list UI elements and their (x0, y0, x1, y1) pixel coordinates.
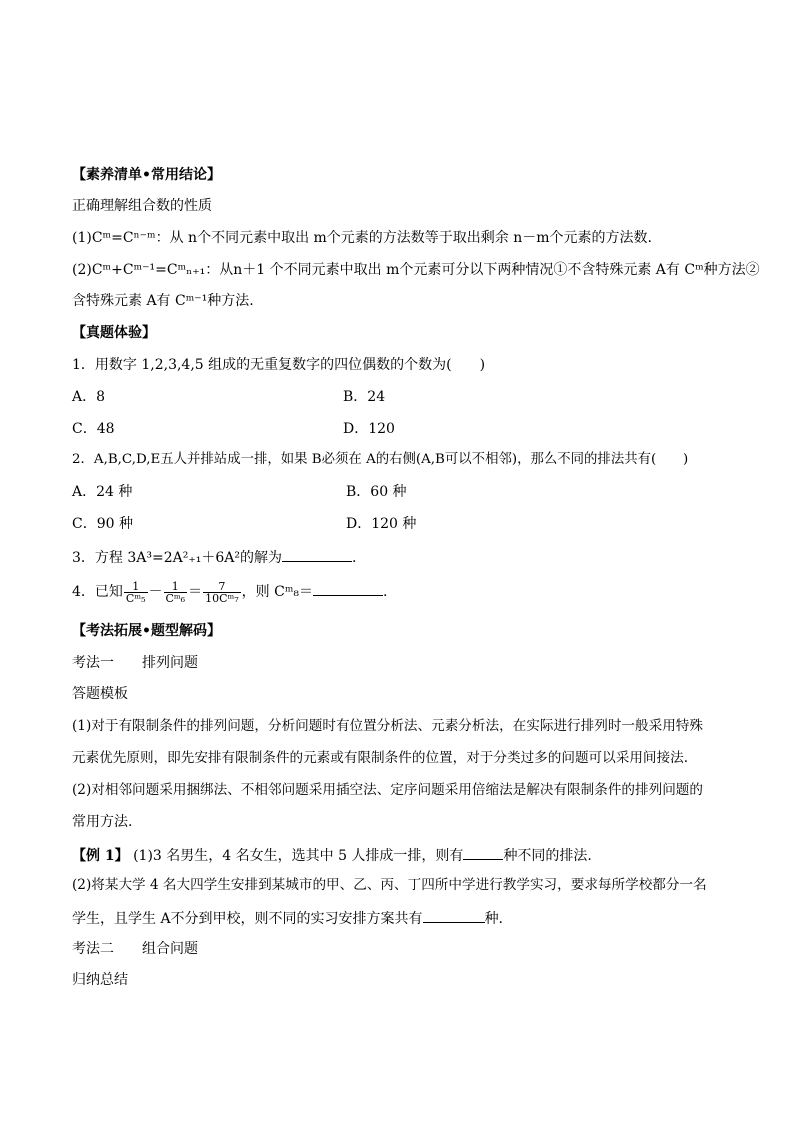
method2-title: 考法二 组合问题 (72, 941, 198, 957)
q4-f1-denominator: Cᵐ₅ (125, 591, 146, 605)
q2-option-c: C．90 种 (72, 516, 133, 532)
practice-header: 【真题体验】 (72, 325, 156, 341)
q4-equals: ＝ (188, 584, 203, 600)
example-2-answer-blank (423, 908, 485, 923)
example-1-answer-blank (463, 845, 503, 860)
q1-option-b: B．24 (343, 389, 386, 405)
q4-f1-numerator: 1 (124, 581, 148, 593)
q3 (72, 547, 356, 567)
example-1-text: (1)3 名男生，4 名女生，选其中 5 人排成一排，则有 (128, 848, 464, 864)
q2-option-d: D．120 种 (346, 516, 417, 532)
template-title: 答题模板 (72, 686, 128, 702)
q4-f3-numerator: 7 (203, 581, 241, 593)
q2-option-a: A．24 种 (72, 484, 133, 500)
literacy-p1: (1)Cᵐ=Cⁿ⁻ᵐ：从 n个不同元素中取出 m个元素的方法数等于取出剩余 n－m个元素的方法数. (72, 230, 652, 246)
literacy-subtitle: 正确理解组合数的性质 (72, 198, 212, 214)
q4-fraction-2 (164, 581, 188, 604)
q4-suffix: . (383, 584, 388, 600)
q3-suffix: . (351, 550, 357, 566)
q1-option-c: C．48 (72, 421, 115, 437)
q1-option-a: A．8 (72, 389, 106, 405)
q4-after: ，则 Cᵐ₈＝ (241, 584, 314, 600)
q4-f3-denominator: 10Cᵐ₇ (205, 591, 239, 605)
example-2b-text: 学生，且学生 A不分到甲校，则不同的实习安排方案共有 (72, 911, 423, 927)
q4-answer-blank (313, 581, 383, 596)
template-2b: 常用方法. (72, 814, 133, 830)
example-1-suffix: 种不同的排法. (503, 848, 592, 864)
q4-f2-numerator: 1 (164, 581, 188, 593)
template-1b: 元素优先原则，即先安排有限制条件的元素或有限制条件的位置，对于分类过多的问题可以采用间接法. (72, 750, 689, 766)
example-2a: (2)将某大学 4 名大四学生安排到某城市的甲、乙、丙、丁四所中学进行教学实习，要求每所学校都分一名 (72, 877, 707, 893)
q1-option-d: D．120 (343, 421, 395, 437)
q3-text: 3．方程 3A³=2A²₊₁＋6A²的解为 (72, 550, 282, 566)
example-1-label: 【例 1】 (72, 848, 129, 864)
q2-option-b: B．60 种 (346, 484, 407, 500)
q4-minus: － (148, 584, 163, 600)
q3-answer-blank (282, 547, 352, 562)
literacy-header: 【素养清单•常用结论】 (72, 167, 221, 183)
template-1a: (1)对于有限制条件的排列问题，分析问题时有位置分析法、元素分析法，在实际进行排列时一般采用特殊 (72, 718, 703, 734)
literacy-p2b: 含特殊元素 A有 Cᵐ⁻¹种方法. (72, 293, 254, 309)
q4-fraction-3 (203, 581, 241, 604)
example-2b (72, 908, 503, 928)
q2-stem: 2．A,B,C,D,E五人并排站成一排，如果 B必须在 A的右侧(A,B可以不相邻)，那么不同的排法共有( ) (72, 452, 689, 467)
summary-title: 归纳总结 (72, 972, 128, 988)
q1-stem: 1．用数字 1,2,3,4,5 组成的无重复数字的四位偶数的个数为( ) (72, 357, 486, 373)
expand-header: 【考法拓展•题型解码】 (72, 623, 221, 639)
q4-f2-denominator: Cᵐ₆ (165, 591, 186, 605)
method1-title: 考法一 排列问题 (72, 655, 198, 671)
example-1 (72, 845, 592, 865)
q4-prefix: 4．已知 (72, 584, 123, 600)
example-2b-suffix: 种. (484, 911, 504, 927)
q4-fraction-1 (124, 581, 148, 604)
template-2a: (2)对相邻问题采用捆绑法、不相邻问题采用插空法、定序问题采用倍缩法是解决有限制条件的排列问题的 (72, 782, 703, 798)
q4 (72, 578, 387, 606)
literacy-p2a: (2)Cᵐ+Cᵐ⁻¹=Cᵐₙ₊₁：从n＋1 个不同元素中取出 m个元素可分以下两种情况①不含特殊元素 A有 Cᵐ种方法② (72, 262, 760, 278)
